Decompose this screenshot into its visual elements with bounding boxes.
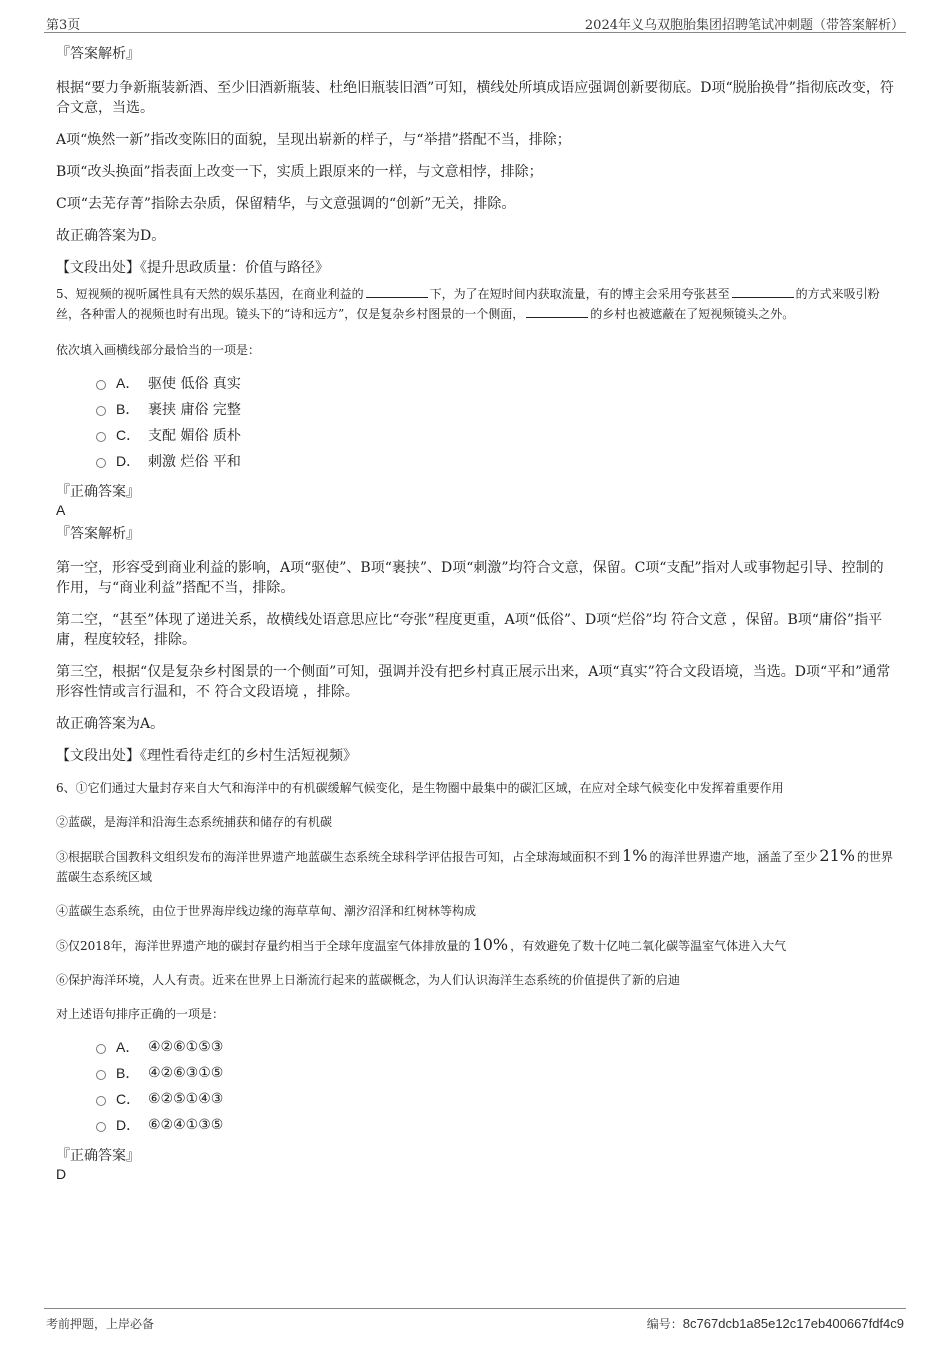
correct-answer-label: 『正确答案』 (56, 1148, 140, 1164)
fill-blank (526, 305, 588, 318)
option-c[interactable]: C． ⑥②⑤①④③ (96, 1086, 896, 1112)
question-6-options (96, 1034, 896, 1138)
footer-slogan: 考前押题，上岸必备 (46, 1317, 155, 1331)
analysis-conclusion: 故正确答案为A。 (56, 716, 165, 732)
page-header (44, 10, 906, 33)
page-content (56, 44, 896, 1188)
analysis-conclusion: 故正确答案为D。 (56, 228, 166, 244)
correct-answer: D (56, 1166, 67, 1182)
analysis-paragraph: 第二空，“甚至”体现了递进关系，故横线处语意思应比“夸张”程度更重，A项“低俗”、D项“烂俗”均 符合文意 ，保留。B项“庸俗”指平庸，程度较轻，排除。 (56, 612, 883, 648)
option-c[interactable]: C． 支配 媚俗 质朴 (96, 422, 896, 448)
question-6-sentence-5: ⑤仅2018年，海洋世界遗产地的碳封存量约相当于全球年度温室气体排放量的 10% ，有效避免了数十亿吨二氧化碳等温室气体进入大气 (56, 935, 787, 954)
radio-icon[interactable] (96, 432, 106, 442)
option-a[interactable]: A． 驱使 低俗 真实 (96, 370, 896, 396)
analysis-label: 『答案解析』 (56, 46, 140, 62)
radio-icon[interactable] (96, 1070, 106, 1080)
analysis-paragraph: 第三空，根据“仅是复杂乡村图景的一个侧面”可知，强调并没有把乡村真正展示出来，A项“真实”符合文段语境，当选。D项“平和”通常形容性情或言行温和，不 符合文段语境 ，排除。 (56, 664, 891, 700)
radio-icon[interactable] (96, 1122, 106, 1132)
source-citation: 【文段出处】《理性看待走红的乡村生活短视频》 (56, 748, 357, 764)
question-6-sentence-3: ③根据联合国教科文组织发布的海洋世界遗产地蓝碳生态系统全球科学评估报告可知，占全球海域面积不到 1% 的海洋世界遗产地，涵盖了至少 21% 的世界蓝碳生态系统区域 (56, 846, 893, 884)
correct-answer-label: 『正确答案』 (56, 484, 140, 500)
question-5-stem: 5、短视频的视听属性具有天然的娱乐基因，在商业利益的 下，为了在短时间内获取流量，有的博主会采用夸张甚至 的方式来吸引粉丝，各种雷人的视频也时有出现。镜头下的“诗和远方”，仅是复杂乡村图景的一个侧面， 的乡村也被遮蔽在了短视频镜头之外。 (56, 287, 880, 321)
question-6-sentence-2: ②蓝碳，是海洋和沿海生态系统捕获和储存的有机碳 (56, 815, 333, 829)
page-footer (44, 1308, 906, 1333)
analysis-paragraph: C项“去芜存菁”指除去杂质，保留精华，与文意强调的“创新”无关，排除。 (56, 196, 516, 212)
radio-icon[interactable] (96, 380, 106, 390)
option-b[interactable]: B． 裹挟 庸俗 完整 (96, 396, 896, 422)
analysis-paragraph: 根据“要力争新瓶装新酒、至少旧酒新瓶装、杜绝旧瓶装旧酒”可知，横线处所填成语应强调创新要彻底。D项“脱胎换骨”指彻底改变，符合文意，当选。 (56, 80, 894, 116)
correct-answer: A (56, 502, 66, 518)
radio-icon[interactable] (96, 458, 106, 468)
source-citation: 【文段出处】《提升思政质量：价值与路径》 (56, 260, 329, 276)
question-5-instruction: 依次填入画横线部分最恰当的一项是： (56, 343, 261, 357)
analysis-paragraph: 第一空，形容受到商业利益的影响，A项“驱使”、B项“裹挟”、D项“刺激”均符合文意，保留。C项“支配”指对人或事物起引导、控制的作用，与“商业利益”搭配不当，排除。 (56, 560, 884, 596)
option-a[interactable]: A． ④②⑥①⑤③ (96, 1034, 896, 1060)
analysis-paragraph: B项“改头换面”指表面上改变一下，实质上跟原来的一样，与文意相悖，排除； (56, 164, 543, 180)
question-6-instruction: 对上述语句排序正确的一项是： (56, 1007, 225, 1021)
analysis-label: 『答案解析』 (56, 526, 140, 542)
option-d[interactable]: D． 刺激 烂俗 平和 (96, 448, 896, 474)
radio-icon[interactable] (96, 1044, 106, 1054)
radio-icon[interactable] (96, 1096, 106, 1106)
fill-blank (732, 285, 794, 298)
question-6-sentence-4: ④蓝碳生态系统，由位于世界海岸线边缘的海草草甸、潮汐沼泽和红树林等构成 (56, 904, 477, 918)
question-6-sentence-1: 6、①它们通过大量封存来自大气和海洋中的有机碳缓解气候变化，是生物圈中最集中的碳汇区域，在应对全球气候变化中发挥着重要作用 (56, 781, 784, 795)
radio-icon[interactable] (96, 406, 106, 416)
question-6-sentence-6: ⑥保护海洋环境，人人有责。近来在世界上日渐流行起来的蓝碳概念，为人们认识海洋生态系统的价值提供了新的启迪 (56, 973, 681, 987)
question-5-options (96, 370, 896, 474)
analysis-paragraph: A项“焕然一新”指改变陈旧的面貌，呈现出崭新的样子，与“举措”搭配不当，排除； (56, 132, 571, 148)
document-title: 2024年义乌双胞胎集团招聘笔试冲刺题（带答案解析） (584, 18, 904, 33)
option-b[interactable]: B． ④②⑥③①⑤ (96, 1060, 896, 1086)
document-code: 编号：8c767dcb1a85e12c17eb400667fdf4c9 (646, 1316, 904, 1331)
option-d[interactable]: D． ⑥②④①③⑤ (96, 1112, 896, 1138)
page-number: 第3页 (46, 18, 81, 33)
fill-blank (366, 285, 428, 298)
